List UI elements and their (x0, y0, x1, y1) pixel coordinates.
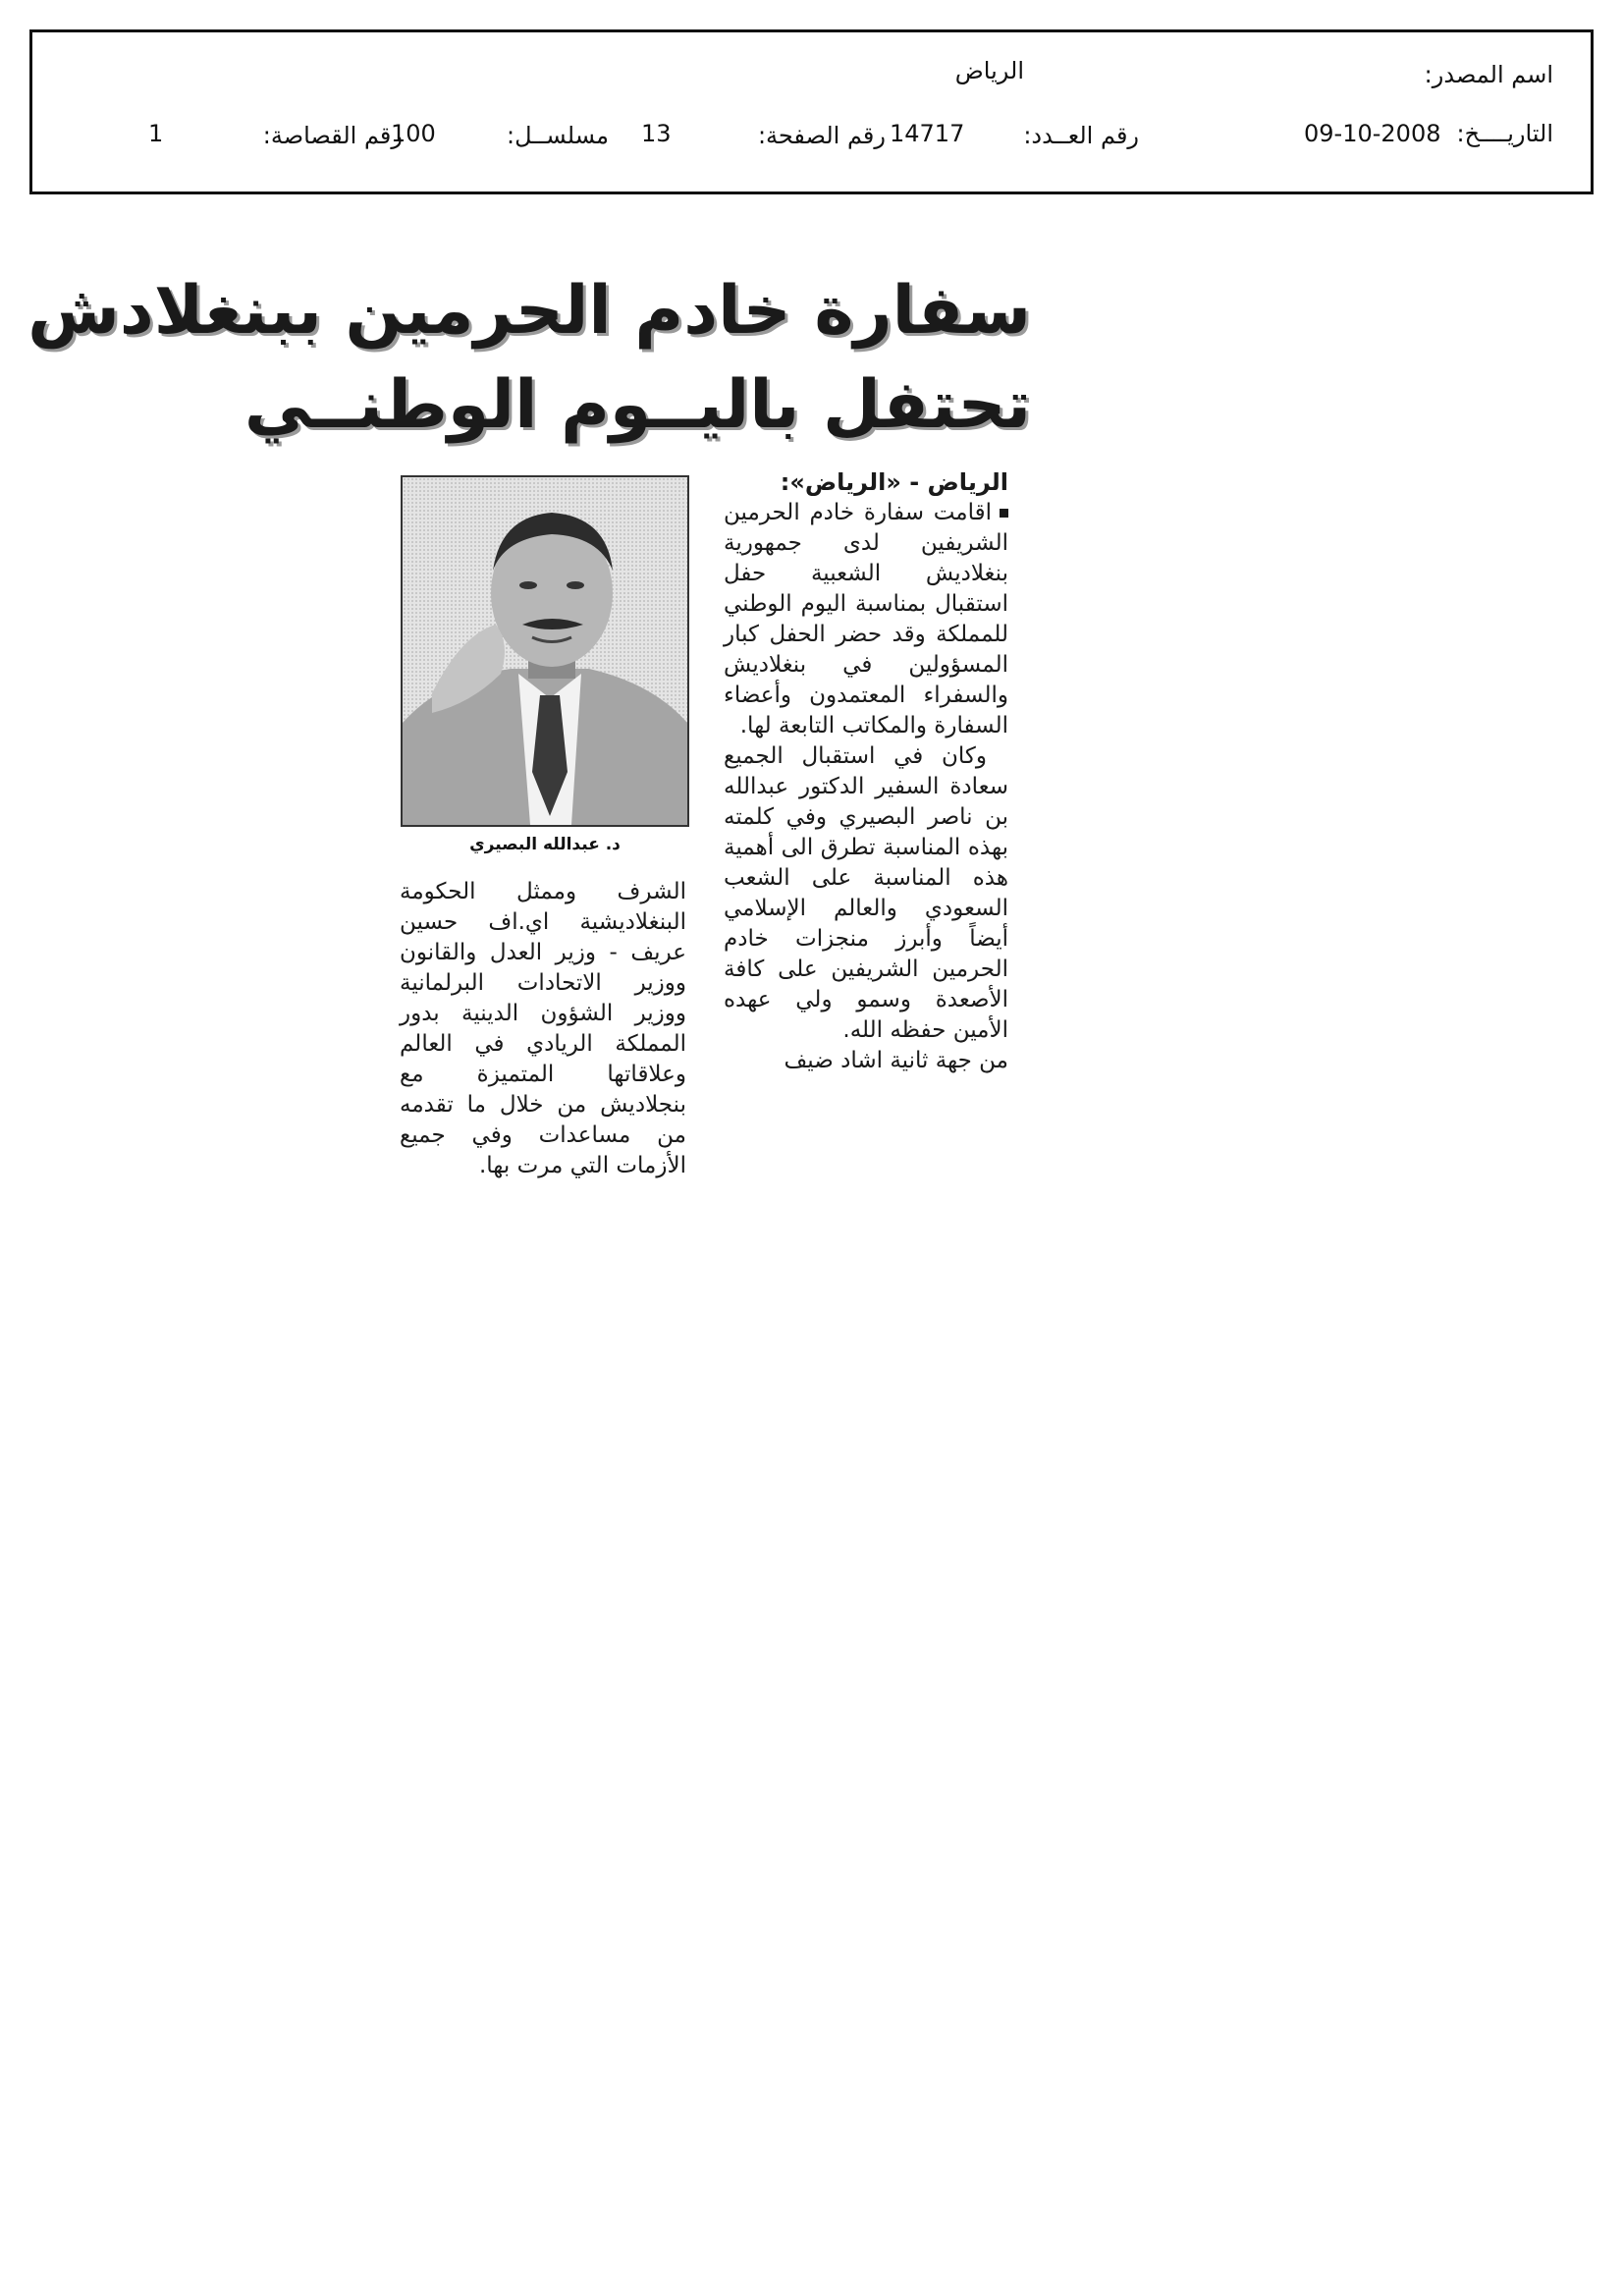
date-value: 09-10-2008 (1304, 120, 1441, 147)
article-column-right (724, 467, 1008, 1076)
headline-line-1: سفارة خادم الحرمين ببنغلادش (27, 272, 1031, 350)
clip-value: 1 (148, 120, 164, 147)
clip-label: رقم القصاصة: (262, 122, 403, 149)
issue-label: رقم العــدد: (1023, 122, 1139, 149)
article-column-left (400, 877, 686, 1181)
article-paragraph-1 (724, 498, 1008, 741)
headline-line-2: تحتفل باليــوم الوطنــي (243, 366, 1031, 444)
article-paragraph-4: الشرف وممثل الحكومة البنغلاديشية اي.اف حسين عريف - وزير العدل والقانون ووزير الاتحادات البرلمانية ووزير الشؤون الدينية بدور المملكة الريادي في العالم وعلاقاتها المتميزة مع بنجلاديش من خلال ما تقدمه من مساعدات وفي جميع الأزمات التي مرت بها. (400, 879, 686, 1178)
article-paragraph-3: من جهة ثانية اشاد ضيف (784, 1048, 1008, 1073)
article-paragraph-2: وكان في استقبال الجميع سعادة السفير الدكتور عبدالله بن ناصر البصيري وفي كلمته بهذه المناسبة تطرق الى أهمية هذه المناسبة على الشعب السعودي والعالم الإسلامي أيضاً وأبرز منجزات خادم الحرمين الشريفين على كافة الأصعدة وسمو ولي عهده الأمين حفظه الله. (724, 743, 1008, 1043)
page-label: رقم الصفحة: (757, 122, 886, 149)
serial-label: مسلســل: (507, 122, 609, 149)
article-dateline: الرياض - «الرياض»: (780, 468, 1008, 496)
issue-value: 14717 (890, 120, 965, 147)
page-value: 13 (641, 120, 672, 147)
serial-value: 100 (391, 120, 436, 147)
source-label: اسم المصدر: (1424, 61, 1553, 88)
portrait-photo (401, 475, 689, 827)
bullet-icon (1000, 509, 1008, 518)
article-paragraph-1-text: اقامت سفارة خادم الحرمين الشريفين لدى جمهورية بنغلاديش الشعبية حفل استقبال بمناسبة اليوم الوطني للمملكة وقد حضر الحفل كبار المسؤولين في بنغلاديش والسفراء المعتمدون وأعضاء السفارة والمكاتب التابعة لها. (724, 500, 1008, 738)
portrait-image (403, 477, 687, 825)
source-value: الرياض (954, 57, 1024, 84)
photo-caption: د. عبدالله البصيري (469, 835, 621, 854)
date-label: التاريــــخ: (1456, 120, 1553, 147)
clipping-header-box (29, 29, 1594, 194)
